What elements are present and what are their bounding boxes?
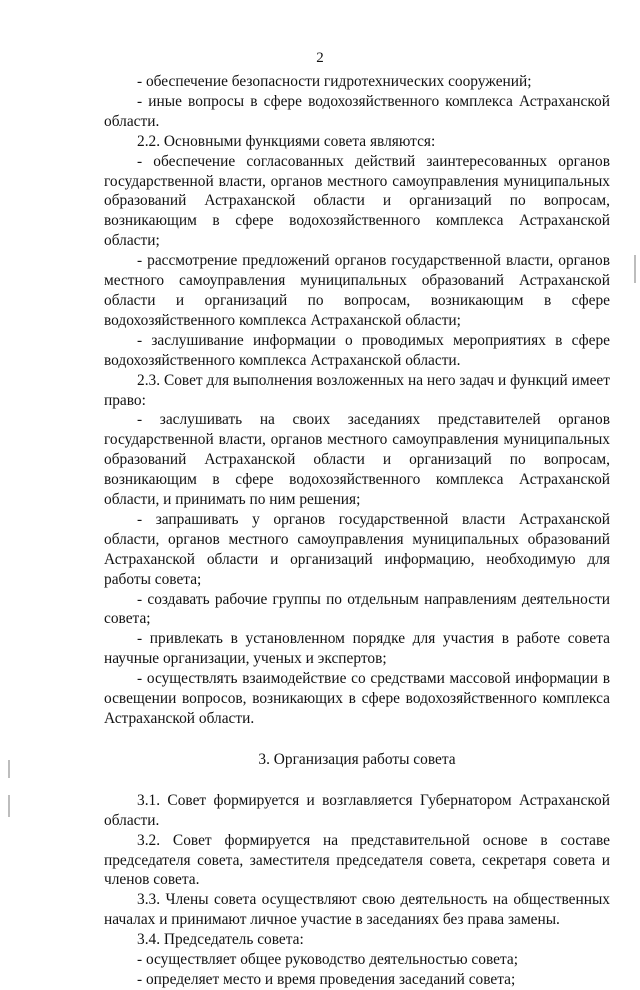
document-body xyxy=(104,72,610,990)
list-item-request-info: - запрашивать у органов государственной власти Астраханской области, органов местного самоуправления муниципальных образований Астраханской области и организаций информацию, необходимую для работы совета; xyxy=(104,510,610,588)
list-item-general-management: - осуществляет общее руководство деятельностью совета; xyxy=(137,951,518,969)
clause-3-3: 3.3. Члены совета осуществляют свою деятельность на общественных началах и принимают личное участие в заседаниях без права замены. xyxy=(104,891,610,929)
section-heading: 3. Организация работы совета xyxy=(258,750,456,768)
clause-2-2: 2.2. Основными функциями совета являются: xyxy=(137,132,436,150)
list-item-hearing-info: - заслушивание информации о проводимых мероприятиях в сфере водохозяйственного комплекса Астраханской области. xyxy=(104,331,610,369)
scan-edge-mark-right xyxy=(634,255,636,283)
clause-2-3: 2.3. Совет для выполнения возложенных на него задач и функций имеет право: xyxy=(104,371,610,409)
clause-3-2: 3.2. Совет формируется на представительной основе в составе председателя совета, заместителя председателя совета, секретаря совета и членов совета. xyxy=(104,831,610,889)
clause-3-4: 3.4. Председатель совета: xyxy=(137,931,304,949)
list-item-working-groups: - создавать рабочие группы по отдельным направлениям деятельности совета; xyxy=(104,590,610,628)
list-item-involve-experts: - привлекать в установленном порядке для участия в работе совета научные организации, ученых и экспертов; xyxy=(104,630,610,668)
list-item-coordination: - обеспечение согласованных действий заинтересованных органов государственной власти, органов местного самоуправления муниципальных образований Астраханской области и организаций по вопросам, возникающим в сфере водохозяйственного комплекса Астраханской области; xyxy=(104,152,610,250)
page-number: 2 xyxy=(316,50,324,66)
list-item-proposals: - рассмотрение предложений органов государственной власти, органов местного самоуправления муниципальных образований Астраханской области и организаций по вопросам, возникающим в сфере водохозяйственного комплекса Астраханской области; xyxy=(104,252,610,329)
scan-edge-mark-left-upper xyxy=(8,760,10,778)
scan-edge-mark-left-lower xyxy=(8,795,10,817)
list-item-other-issues: - иные вопросы в сфере водохозяйственного комплекса Астраханской области. xyxy=(104,92,610,130)
list-item-meeting-place-time: - определяет место и время проведения заседаний совета; xyxy=(137,970,516,988)
list-item-hydro-safety: - обеспечение безопасности гидротехнических сооружений; xyxy=(137,73,532,90)
list-item-hear-representatives: - заслушивать на своих заседаниях представителей органов государственной власти, органов местного самоуправления муниципальных образований Астраханской области и организаций по вопросам, возникающим в сфере водохозяйственного комплекса Астраханской области, и принимать по ним решения; xyxy=(104,411,610,509)
clause-3-1: 3.1. Совет формируется и возглавляется Губернатором Астраханской области. xyxy=(104,791,610,829)
list-item-media: - осуществлять взаимодействие со средствами массовой информации в освещении вопросов, возникающих в сфере водохозяйственного комплекса Астраханской области. xyxy=(104,670,610,727)
